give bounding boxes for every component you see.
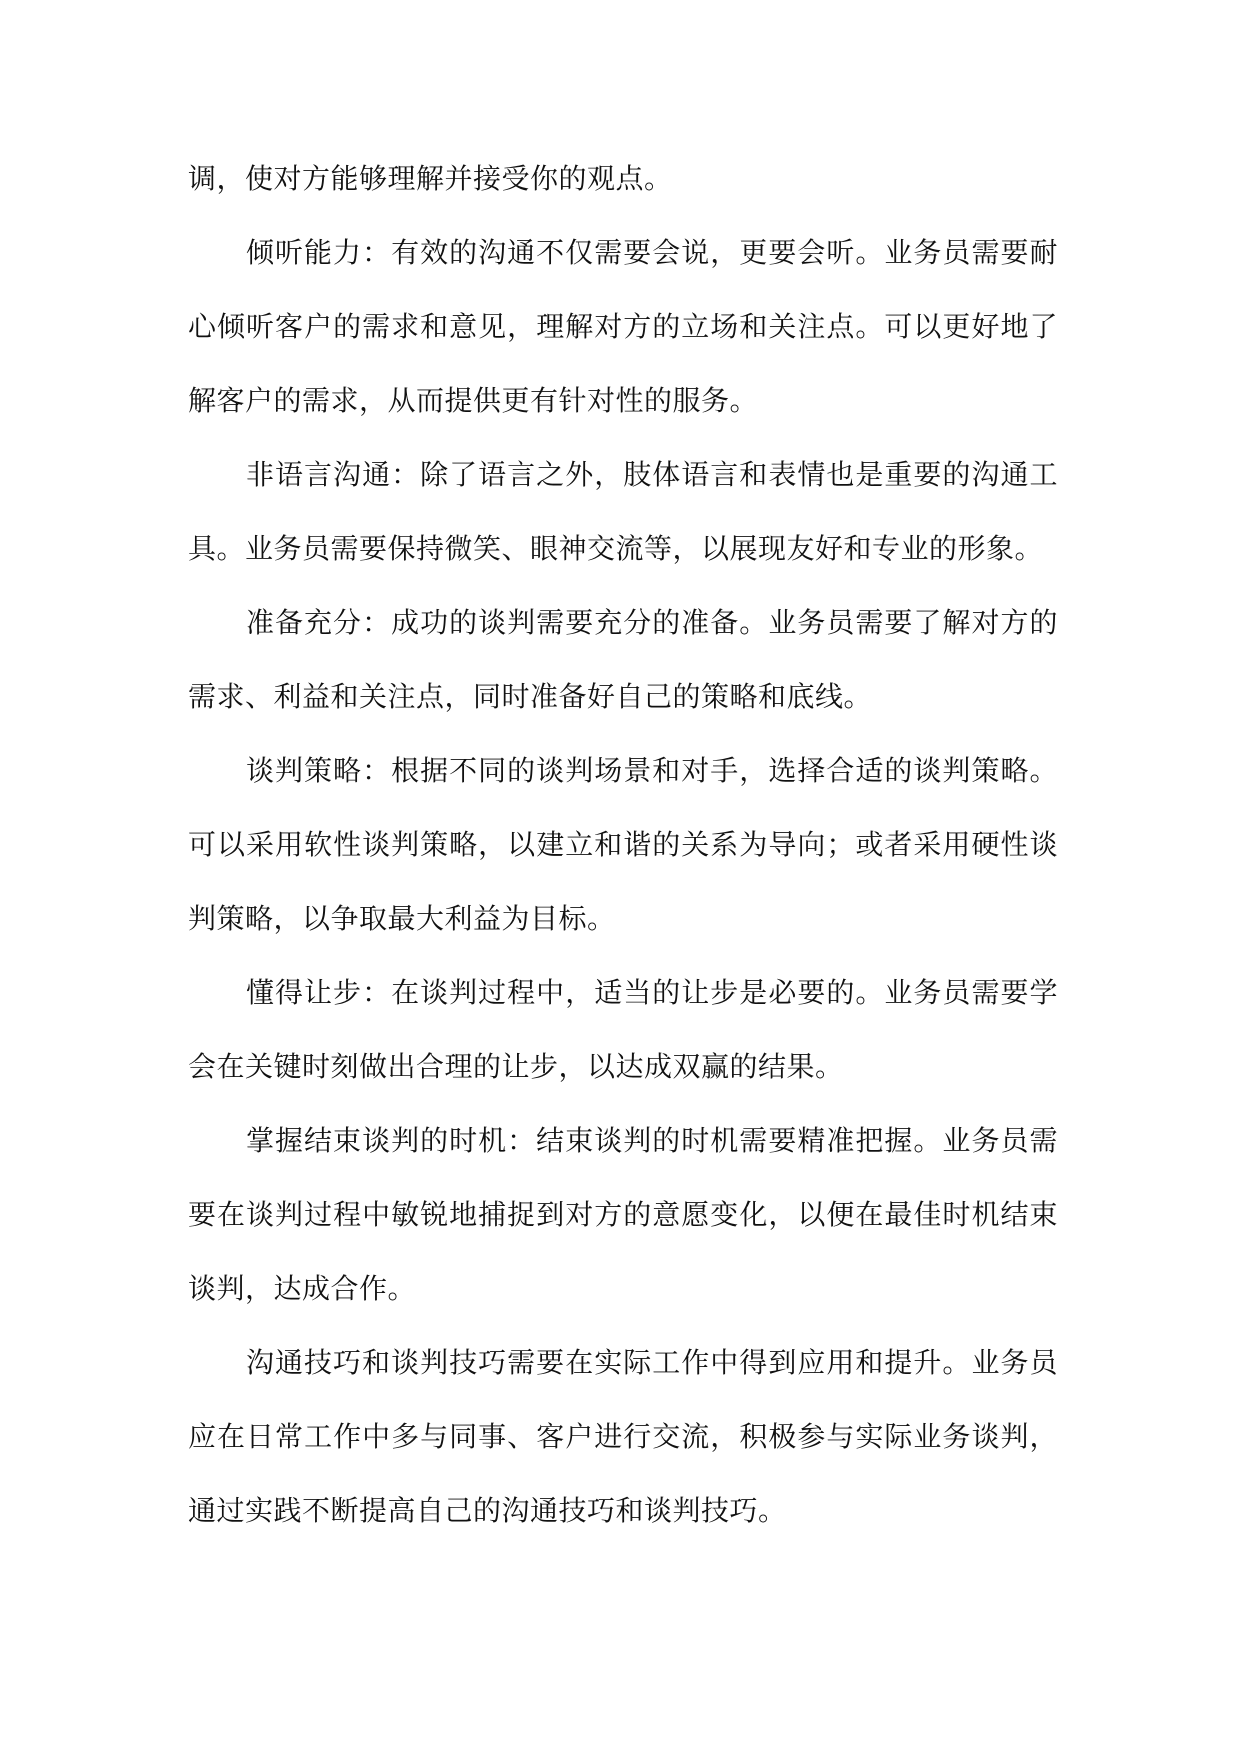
paragraph-practice: 沟通技巧和谈判技巧需要在实际工作中得到应用和提升。业务员应在日常工作中多与同事、客户进行交流，积极参与实际业务谈判，通过实践不断提高自己的沟通技巧和谈判技巧。 <box>188 1346 1058 1527</box>
paragraph-closing-timing: 掌握结束谈判的时机：结束谈判的时机需要精准把握。业务员需要在谈判过程中敏锐地捕捉到对方的意愿变化，以便在最佳时机结束谈判，达成合作。 <box>188 1124 1058 1305</box>
paragraph-strategy: 谈判策略：根据不同的谈判场景和对手，选择合适的谈判策略。可以采用软性谈判策略，以建立和谐的关系为导向；或者采用硬性谈判策略，以争取最大利益为目标。 <box>188 754 1058 935</box>
paragraph-listening: 倾听能力：有效的沟通不仅需要会说，更要会听。业务员需要耐心倾听客户的需求和意见，理解对方的立场和关注点。可以更好地了解客户的需求，从而提供更有针对性的服务。 <box>188 236 1058 417</box>
paragraph-nonverbal: 非语言沟通：除了语言之外，肢体语言和表情也是重要的沟通工具。业务员需要保持微笑、眼神交流等，以展现友好和专业的形象。 <box>188 458 1058 565</box>
document-body <box>188 142 1058 1548</box>
paragraph-continuation: 调，使对方能够理解并接受你的观点。 <box>188 162 673 195</box>
paragraph-concession: 懂得让步：在谈判过程中，适当的让步是必要的。业务员需要学会在关键时刻做出合理的让步，以达成双赢的结果。 <box>188 976 1058 1083</box>
paragraph-preparation: 准备充分：成功的谈判需要充分的准备。业务员需要了解对方的需求、利益和关注点，同时准备好自己的策略和底线。 <box>188 606 1058 713</box>
